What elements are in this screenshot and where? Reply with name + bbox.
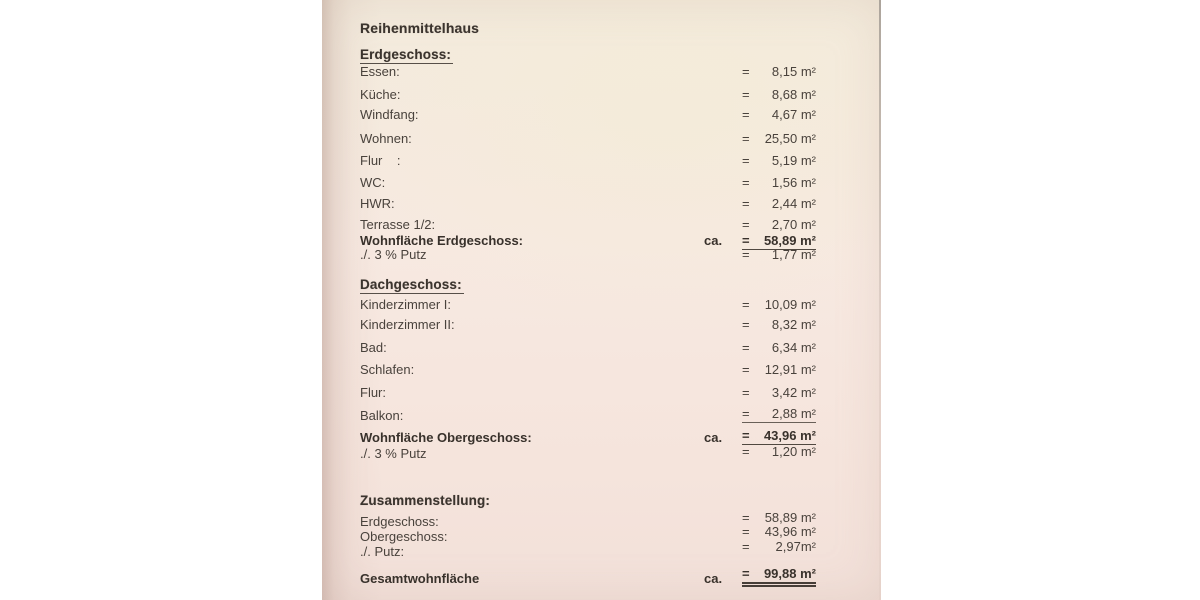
- equals-sign: =: [742, 510, 750, 525]
- equals-sign: =: [742, 217, 750, 232]
- value-group: [742, 539, 816, 554]
- value-group: [742, 406, 816, 423]
- room-label: Bad:: [360, 340, 387, 355]
- equals-sign: =: [742, 428, 750, 443]
- ca-label: ca.: [704, 571, 723, 586]
- value-group: [742, 362, 816, 377]
- equals-sign: =: [742, 539, 750, 554]
- grand-total-label: Gesamtwohnfläche: [360, 571, 480, 586]
- equals-sign: =: [742, 385, 750, 400]
- equals-sign: =: [742, 566, 750, 581]
- equals-sign: =: [742, 317, 750, 332]
- equals-sign: =: [742, 175, 750, 190]
- room-label: Küche:: [360, 87, 401, 102]
- room-label: Terrasse 1/2:: [360, 217, 436, 232]
- room-label: Windfang:: [360, 107, 419, 122]
- value-group: [742, 107, 816, 122]
- area-row: [360, 217, 816, 232]
- area-row: [360, 340, 816, 355]
- area-value: 8,68 m²: [771, 87, 816, 102]
- area-row: [360, 131, 816, 146]
- value-group: [742, 317, 816, 332]
- summary-value: 2,97m²: [775, 539, 816, 554]
- value-group: [742, 64, 816, 79]
- area-value: 2,44 m²: [771, 196, 816, 211]
- value-group: [742, 131, 816, 146]
- value-group: [742, 385, 816, 400]
- deduction-row: [360, 247, 816, 262]
- room-label: Balkon:: [360, 408, 404, 423]
- area-value: 8,32 m²: [771, 317, 816, 332]
- total-value: 43,96 m²: [763, 428, 816, 443]
- room-label: Schlafen:: [360, 362, 415, 377]
- total-value: 58,89 m²: [763, 233, 816, 248]
- room-label: Kinderzimmer I:: [360, 297, 452, 312]
- value-group: [742, 247, 816, 262]
- summary-value: 43,96 m²: [764, 524, 816, 539]
- value-group: [742, 566, 816, 587]
- value-group: [742, 428, 816, 445]
- area-row: [360, 362, 816, 377]
- equals-sign: =: [742, 153, 750, 168]
- area-row: [360, 175, 816, 190]
- value-group: [742, 87, 816, 102]
- document-photo: [322, 0, 881, 600]
- value-group: [742, 196, 816, 211]
- area-row: [360, 107, 816, 122]
- summary-value: 58,89 m²: [764, 510, 816, 525]
- equals-sign: =: [742, 233, 750, 248]
- area-row: [360, 153, 816, 168]
- value-group: [742, 340, 816, 355]
- area-value: 12,91 m²: [764, 362, 816, 377]
- document-content: [322, 0, 881, 600]
- summary-row: [360, 539, 816, 559]
- deduction-label: ./. 3 % Putz: [360, 446, 427, 461]
- equals-sign: =: [742, 444, 750, 459]
- equals-sign: =: [742, 297, 750, 312]
- area-value: 3,42 m²: [771, 385, 816, 400]
- summary-label: Obergeschoss:: [360, 529, 448, 544]
- deduction-value: 1,20 m²: [771, 444, 816, 459]
- equals-sign: =: [742, 524, 750, 539]
- room-label: Flur:: [360, 385, 386, 400]
- grand-total-row: [360, 566, 816, 592]
- total-label: Wohnfläche Erdgeschoss:: [360, 233, 524, 248]
- room-label: Wohnen:: [360, 131, 412, 146]
- equals-sign: =: [742, 87, 750, 102]
- ca-label: ca.: [704, 233, 723, 248]
- section-heading-dachgeschoss: Dachgeschoss:: [360, 277, 462, 292]
- area-row: [360, 385, 816, 400]
- area-row: [360, 64, 816, 79]
- total-label: Wohnfläche Obergeschoss:: [360, 430, 532, 445]
- summary-label: Erdgeschoss:: [360, 514, 439, 529]
- equals-sign: =: [742, 247, 750, 262]
- room-label: Essen:: [360, 64, 400, 79]
- room-label: Kinderzimmer II:: [360, 317, 455, 332]
- equals-sign: =: [742, 406, 750, 421]
- equals-sign: =: [742, 107, 750, 122]
- value-group: [742, 175, 816, 190]
- area-row: [360, 196, 816, 211]
- ca-label: ca.: [704, 430, 723, 445]
- area-row: [360, 317, 816, 332]
- area-value: 10,09 m²: [764, 297, 816, 312]
- area-row: [360, 87, 816, 102]
- equals-sign: =: [742, 196, 750, 211]
- area-row-balkon: [360, 408, 816, 425]
- equals-sign: =: [742, 64, 750, 79]
- deduction-label: ./. 3 % Putz: [360, 247, 427, 262]
- area-value: 2,88 m²: [771, 406, 816, 421]
- area-value: 6,34 m²: [771, 340, 816, 355]
- value-group: [742, 297, 816, 312]
- summary-label: ./. Putz:: [360, 544, 405, 559]
- deduction-value: 1,77 m²: [771, 247, 816, 262]
- area-value: 4,67 m²: [771, 107, 816, 122]
- value-group: [742, 217, 816, 232]
- equals-sign: =: [742, 131, 750, 146]
- equals-sign: =: [742, 362, 750, 377]
- room-label: Flur :: [360, 153, 401, 168]
- section-heading-zusammenstellung: Zusammenstellung:: [360, 493, 491, 508]
- room-label: HWR:: [360, 196, 395, 211]
- grand-total-value: 99,88 m²: [763, 566, 816, 581]
- area-value: 5,19 m²: [771, 153, 816, 168]
- value-group: [742, 510, 816, 525]
- area-row: [360, 297, 816, 312]
- equals-sign: =: [742, 340, 750, 355]
- area-value: 8,15 m²: [771, 64, 816, 79]
- deduction-row: [360, 446, 816, 461]
- value-group: [742, 153, 816, 168]
- area-value: 25,50 m²: [764, 131, 816, 146]
- section-heading-erdgeschoss: Erdgeschoss:: [360, 47, 452, 62]
- area-value: 1,56 m²: [771, 175, 816, 190]
- room-label: WC:: [360, 175, 386, 190]
- document-title: Reihenmittelhaus: [360, 20, 480, 36]
- value-group: [742, 444, 816, 459]
- value-group: [742, 524, 816, 539]
- area-value: 2,70 m²: [771, 217, 816, 232]
